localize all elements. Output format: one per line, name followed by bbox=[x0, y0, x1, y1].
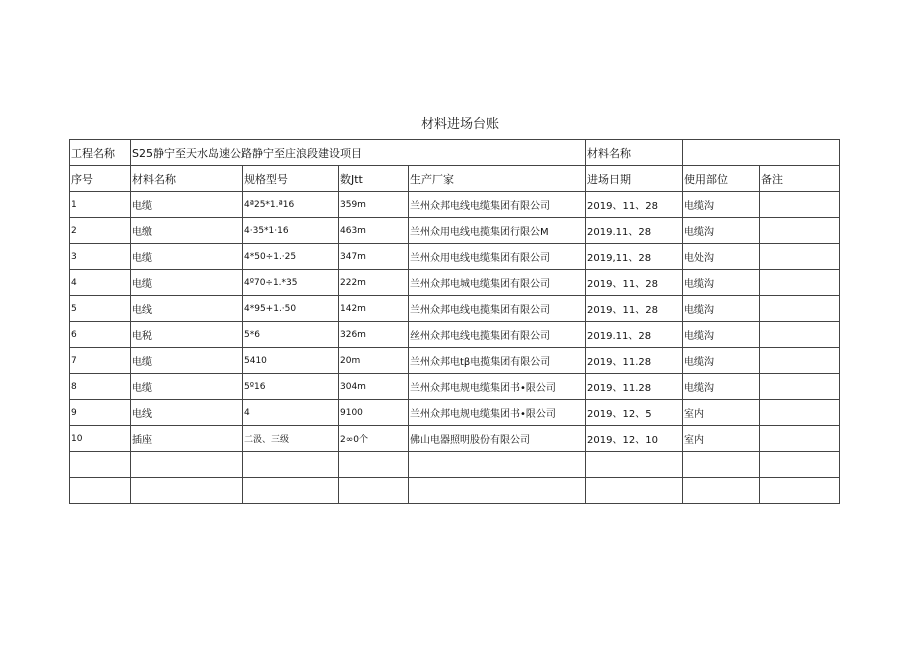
cell-material bbox=[131, 478, 243, 504]
cell-remarks bbox=[760, 218, 840, 244]
project-name: S25静宁至天水岛速公路静宁至庄浪段建设项目 bbox=[131, 140, 586, 166]
cell-spec: 4º70÷1.*35 bbox=[243, 270, 339, 296]
cell-manufacturer: 佛山电器照明股份有限公司 bbox=[409, 426, 586, 452]
col-header-quantity: 数Jtt bbox=[339, 166, 409, 192]
column-header-row bbox=[70, 166, 840, 192]
cell-spec: 5*6 bbox=[243, 322, 339, 348]
cell-remarks bbox=[760, 296, 840, 322]
cell-material: 电线 bbox=[131, 296, 243, 322]
cell-index: 4 bbox=[70, 270, 131, 296]
cell-spec: 4 bbox=[243, 400, 339, 426]
cell-quantity: 463m bbox=[339, 218, 409, 244]
cell-spec: 4·35*1·16 bbox=[243, 218, 339, 244]
cell-material: 电线 bbox=[131, 400, 243, 426]
cell-remarks bbox=[760, 452, 840, 478]
cell-quantity: 142m bbox=[339, 296, 409, 322]
col-header-remarks: 备注 bbox=[760, 166, 840, 192]
cell-manufacturer: 兰州众邦电规电缆集团书•限公司 bbox=[409, 374, 586, 400]
cell-index: 5 bbox=[70, 296, 131, 322]
cell-entry-date: 2019、11、28 bbox=[586, 270, 683, 296]
cell-spec bbox=[243, 478, 339, 504]
cell-entry-date: 2019、12、5 bbox=[586, 400, 683, 426]
cell-entry-date: 2019、11、28 bbox=[586, 192, 683, 218]
cell-material: 电缆 bbox=[131, 192, 243, 218]
cell-quantity bbox=[339, 478, 409, 504]
cell-location: 电缆沟 bbox=[683, 270, 760, 296]
cell-quantity: 359m bbox=[339, 192, 409, 218]
cell-entry-date: 2019、11.28 bbox=[586, 374, 683, 400]
material-name-value bbox=[683, 140, 840, 166]
cell-entry-date: 2019、11、28 bbox=[586, 296, 683, 322]
cell-spec: 4ª25*1.ª16 bbox=[243, 192, 339, 218]
table-row bbox=[70, 296, 840, 322]
table-row bbox=[70, 426, 840, 452]
cell-entry-date: 2019.11、28 bbox=[586, 218, 683, 244]
cell-remarks bbox=[760, 348, 840, 374]
table-row bbox=[70, 218, 840, 244]
cell-material: 电缆 bbox=[131, 244, 243, 270]
cell-index: 6 bbox=[70, 322, 131, 348]
project-label: 工程名称 bbox=[70, 140, 131, 166]
cell-spec bbox=[243, 452, 339, 478]
cell-location: 电缆沟 bbox=[683, 296, 760, 322]
cell-spec: 4*50÷1.·25 bbox=[243, 244, 339, 270]
table-row bbox=[70, 322, 840, 348]
cell-remarks bbox=[760, 244, 840, 270]
cell-quantity: 2∞0个 bbox=[339, 426, 409, 452]
cell-manufacturer: 兰州众邦电线电缆集团有限公司 bbox=[409, 192, 586, 218]
cell-remarks bbox=[760, 478, 840, 504]
cell-quantity: 304m bbox=[339, 374, 409, 400]
cell-location: 电处沟 bbox=[683, 244, 760, 270]
cell-location: 电缆沟 bbox=[683, 218, 760, 244]
cell-spec: 5º16 bbox=[243, 374, 339, 400]
cell-remarks bbox=[760, 426, 840, 452]
cell-material: 电缆 bbox=[131, 348, 243, 374]
cell-manufacturer: 丝州众邦电线电揽集团有限公司 bbox=[409, 322, 586, 348]
cell-entry-date: 2019.11、28 bbox=[586, 322, 683, 348]
cell-manufacturer: 兰州众邦电规电缆集团书•限公司 bbox=[409, 400, 586, 426]
col-header-entry-date: 进场日期 bbox=[586, 166, 683, 192]
project-row bbox=[70, 140, 840, 166]
table-row bbox=[70, 192, 840, 218]
cell-index: 9 bbox=[70, 400, 131, 426]
cell-manufacturer: 兰州众邦电城电缆集团有限公司 bbox=[409, 270, 586, 296]
cell-manufacturer: 兰州众邦电tβ电揽集团有限公司 bbox=[409, 348, 586, 374]
cell-quantity: 20m bbox=[339, 348, 409, 374]
material-ledger-table bbox=[69, 139, 840, 504]
table-row bbox=[70, 270, 840, 296]
col-header-material: 材料名称 bbox=[131, 166, 243, 192]
document-title: 材料进场台账 bbox=[420, 117, 499, 132]
col-header-manufacturer: 生产厂家 bbox=[409, 166, 586, 192]
cell-quantity: 9100 bbox=[339, 400, 409, 426]
table-row bbox=[70, 452, 840, 478]
cell-location: 电缆沟 bbox=[683, 322, 760, 348]
cell-remarks bbox=[760, 322, 840, 348]
cell-material: 插座 bbox=[131, 426, 243, 452]
cell-spec: 5410 bbox=[243, 348, 339, 374]
col-header-location: 使用部位 bbox=[683, 166, 760, 192]
cell-location: 室内 bbox=[683, 400, 760, 426]
col-header-index: 序号 bbox=[70, 166, 131, 192]
cell-spec: 4*95+1.·50 bbox=[243, 296, 339, 322]
cell-index: 7 bbox=[70, 348, 131, 374]
cell-remarks bbox=[760, 400, 840, 426]
cell-location: 电缆沟 bbox=[683, 348, 760, 374]
col-header-spec: 规格型号 bbox=[243, 166, 339, 192]
cell-quantity: 326m bbox=[339, 322, 409, 348]
cell-entry-date: 2019、12、10 bbox=[586, 426, 683, 452]
table-row bbox=[70, 478, 840, 504]
cell-location bbox=[683, 452, 760, 478]
table-row bbox=[70, 400, 840, 426]
cell-remarks bbox=[760, 374, 840, 400]
cell-material: 电税 bbox=[131, 322, 243, 348]
cell-material bbox=[131, 452, 243, 478]
cell-spec: 二汲、三级 bbox=[243, 426, 339, 452]
cell-manufacturer: 兰州众邦电线电揽集团有限公司 bbox=[409, 296, 586, 322]
cell-material: 电缆 bbox=[131, 270, 243, 296]
material-name-label: 材料名称 bbox=[586, 140, 683, 166]
cell-material: 电缴 bbox=[131, 218, 243, 244]
cell-location bbox=[683, 478, 760, 504]
cell-index bbox=[70, 478, 131, 504]
cell-index: 10 bbox=[70, 426, 131, 452]
cell-quantity bbox=[339, 452, 409, 478]
cell-quantity: 222m bbox=[339, 270, 409, 296]
cell-manufacturer: 兰州众用电线电揽集团行限公M bbox=[409, 218, 586, 244]
cell-manufacturer bbox=[409, 452, 586, 478]
cell-index: 1 bbox=[70, 192, 131, 218]
table-row bbox=[70, 244, 840, 270]
cell-index: 8 bbox=[70, 374, 131, 400]
cell-remarks bbox=[760, 192, 840, 218]
cell-material: 电缆 bbox=[131, 374, 243, 400]
cell-manufacturer bbox=[409, 478, 586, 504]
cell-index: 3 bbox=[70, 244, 131, 270]
cell-index: 2 bbox=[70, 218, 131, 244]
cell-index bbox=[70, 452, 131, 478]
table-row bbox=[70, 348, 840, 374]
cell-location: 电缆沟 bbox=[683, 374, 760, 400]
cell-location: 室内 bbox=[683, 426, 760, 452]
cell-location: 电缆沟 bbox=[683, 192, 760, 218]
table-row bbox=[70, 374, 840, 400]
cell-entry-date: 2019、11.28 bbox=[586, 348, 683, 374]
cell-entry-date bbox=[586, 452, 683, 478]
cell-entry-date bbox=[586, 478, 683, 504]
cell-entry-date: 2019,11、28 bbox=[586, 244, 683, 270]
cell-remarks bbox=[760, 270, 840, 296]
cell-quantity: 347m bbox=[339, 244, 409, 270]
cell-manufacturer: 兰州众用电线电缆集团有限公司 bbox=[409, 244, 586, 270]
